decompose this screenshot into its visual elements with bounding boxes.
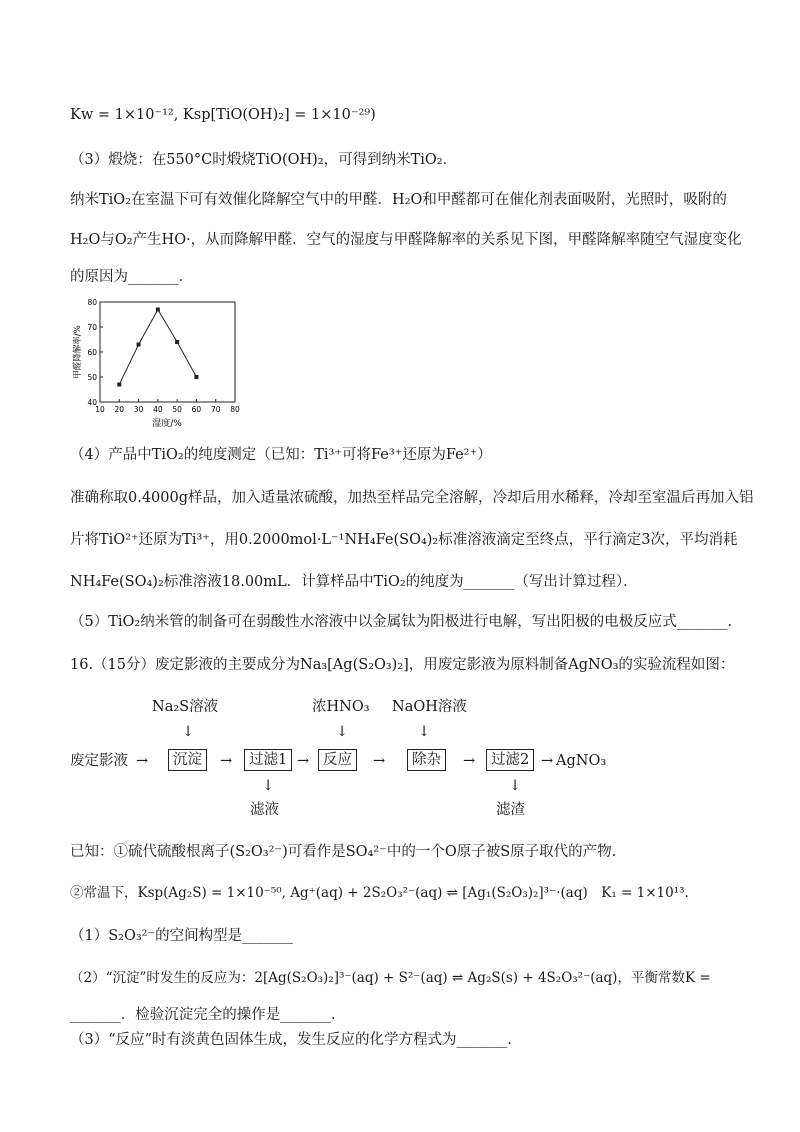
reagent-naoh: NaOH溶液 (392, 699, 467, 715)
question-16: 16.（15分）废定影液的主要成分为Na₃[Ag(S₂O₃)₂]，用废定影液为原料制备AgNO₃的实验流程如图： (70, 657, 735, 673)
paragraph-line-2: H₂O与O₂产生HO·，从而降解甲醛．空气的湿度与甲醛降解率的关系见下图，甲醛降解率随空气湿度变化 (70, 232, 742, 248)
arrow-right-icon: → (136, 753, 149, 769)
series-line (119, 310, 196, 385)
data-point (194, 375, 198, 379)
arrow-down-icon: ↓ (262, 778, 275, 794)
y-tick-label: 50 (87, 373, 97, 382)
arrow-right-icon: → (373, 753, 386, 769)
x-tick-label: 80 (230, 405, 240, 414)
question-5: （5）TiO₂纳米管的制备可在弱酸性水溶液中以金属钛为阳极进行电解，写出阳极的电极反应式_______. (70, 614, 733, 630)
data-point (137, 343, 141, 347)
x-tick-label: 70 (210, 405, 221, 414)
step-filter-2: 过滤2 (486, 749, 534, 771)
step-purify: 除杂 (407, 749, 446, 771)
flow-start: 废定影液 (70, 753, 128, 769)
y-tick-label: 70 (87, 323, 97, 332)
paragraph-line-3: 的原因为_______． (70, 269, 194, 285)
kw-ksp-line: Kw = 1×10⁻¹², Ksp[TiO(OH)₂] = 1×10⁻²⁹) (70, 107, 376, 123)
data-point (117, 383, 121, 387)
step-reaction: 反应 (318, 749, 357, 771)
sub-question-1: （1）S₂O₃²⁻的空间构型是_______ (70, 928, 293, 944)
output-residue: 滤渣 (496, 802, 525, 818)
question-4: （4）产品中TiO₂的纯度测定（已知：Ti³⁺可将Fe³⁺还原为Fe²⁺） (70, 447, 492, 463)
arrow-down-icon: ↓ (182, 724, 195, 740)
x-tick-label: 60 (191, 405, 202, 414)
question-4-line-a: 准确称取0.4000g样品，加入适量浓硫酸，加热至样品完全溶解，冷却后用水稀释，冷却至室温后再加入铝 (70, 490, 754, 506)
paragraph-line-1: 纳米TiO₂在室温下可有效催化降解空气中的甲醛．H₂O和甲醛都可在催化剂表面吸附，光照时，吸附的 (70, 192, 727, 208)
known-1: 已知：①硫代硫酸根离子(S₂O₃²⁻)可看作是SO₄²⁻中的一个O原子被S原子取代的产物. (70, 844, 617, 860)
x-tick-label: 40 (153, 405, 163, 414)
sub-question-3: （3）“反应”时有淡黄色固体生成，发生反应的化学方程式为_______. (70, 1032, 512, 1048)
sub-question-2-line-a: （2）“沉淀”时发生的反应为：2[Ag(S₂O₃)₂]³⁻(aq) + S²⁻(aq) ⇌ Ag₂S(s) + 4S₂O₃²⁻(aq)，平衡常数K = (70, 970, 711, 986)
y-tick-label: 80 (87, 298, 97, 307)
question-4-line-b: 片将TiO²⁺还原为Ti³⁺，用0.2000mol·L⁻¹NH₄Fe(SO₄)₂标准溶液滴定至终点，平行滴定3次，平均消耗 (70, 532, 738, 548)
reagent-na2s: Na₂S溶液 (152, 699, 219, 715)
x-tick-label: 10 (95, 405, 105, 414)
reagent-hno3: 浓HNO₃ (312, 699, 370, 715)
arrow-down-icon: ↓ (509, 778, 522, 794)
y-tick-label: 40 (87, 398, 97, 407)
humidity-degradation-chart (70, 292, 250, 432)
step-filter-1: 过滤1 (244, 749, 292, 771)
arrow-right-icon: → (463, 753, 476, 769)
data-point (175, 340, 179, 344)
known-2: ②常温下，Ksp(Ag₂S) = 1×10⁻⁵⁰, Ag⁺(aq) + 2S₂O₃²⁻(aq) ⇌ [Ag₁(S₂O₃)₂]³⁻·(aq) K₁ = 1×10¹³. (70, 885, 689, 901)
plot-frame (100, 302, 235, 402)
arrow-right-icon: → (297, 753, 310, 769)
step-precipitate: 沉淀 (168, 749, 207, 771)
sub-question-2-line-b: _______．检验沉淀完全的操作是_______. (70, 1007, 336, 1023)
x-axis-label: 湿度/% (152, 419, 182, 429)
output-filtrate: 滤液 (250, 802, 279, 818)
y-axis-label: 甲醛降解率/% (73, 325, 83, 379)
question-4-line-c: NH₄Fe(SO₄)₂标准溶液18.00mL．计算样品中TiO₂的纯度为_______（写出计算过程）． (70, 574, 638, 590)
arrow-right-icon: → (541, 753, 554, 769)
x-tick-label: 50 (172, 405, 182, 414)
y-tick-label: 60 (87, 348, 97, 357)
data-point (156, 308, 160, 312)
x-tick-label: 20 (114, 405, 125, 414)
question-3: （3）煅烧：在550°C时煅烧TiO(OH)₂，可得到纳米TiO₂． (70, 152, 458, 168)
flow-product: AgNO₃ (556, 753, 607, 769)
arrow-right-icon: → (220, 753, 233, 769)
arrow-down-icon: ↓ (418, 724, 431, 740)
x-tick-label: 30 (133, 405, 144, 414)
arrow-down-icon: ↓ (336, 724, 349, 740)
